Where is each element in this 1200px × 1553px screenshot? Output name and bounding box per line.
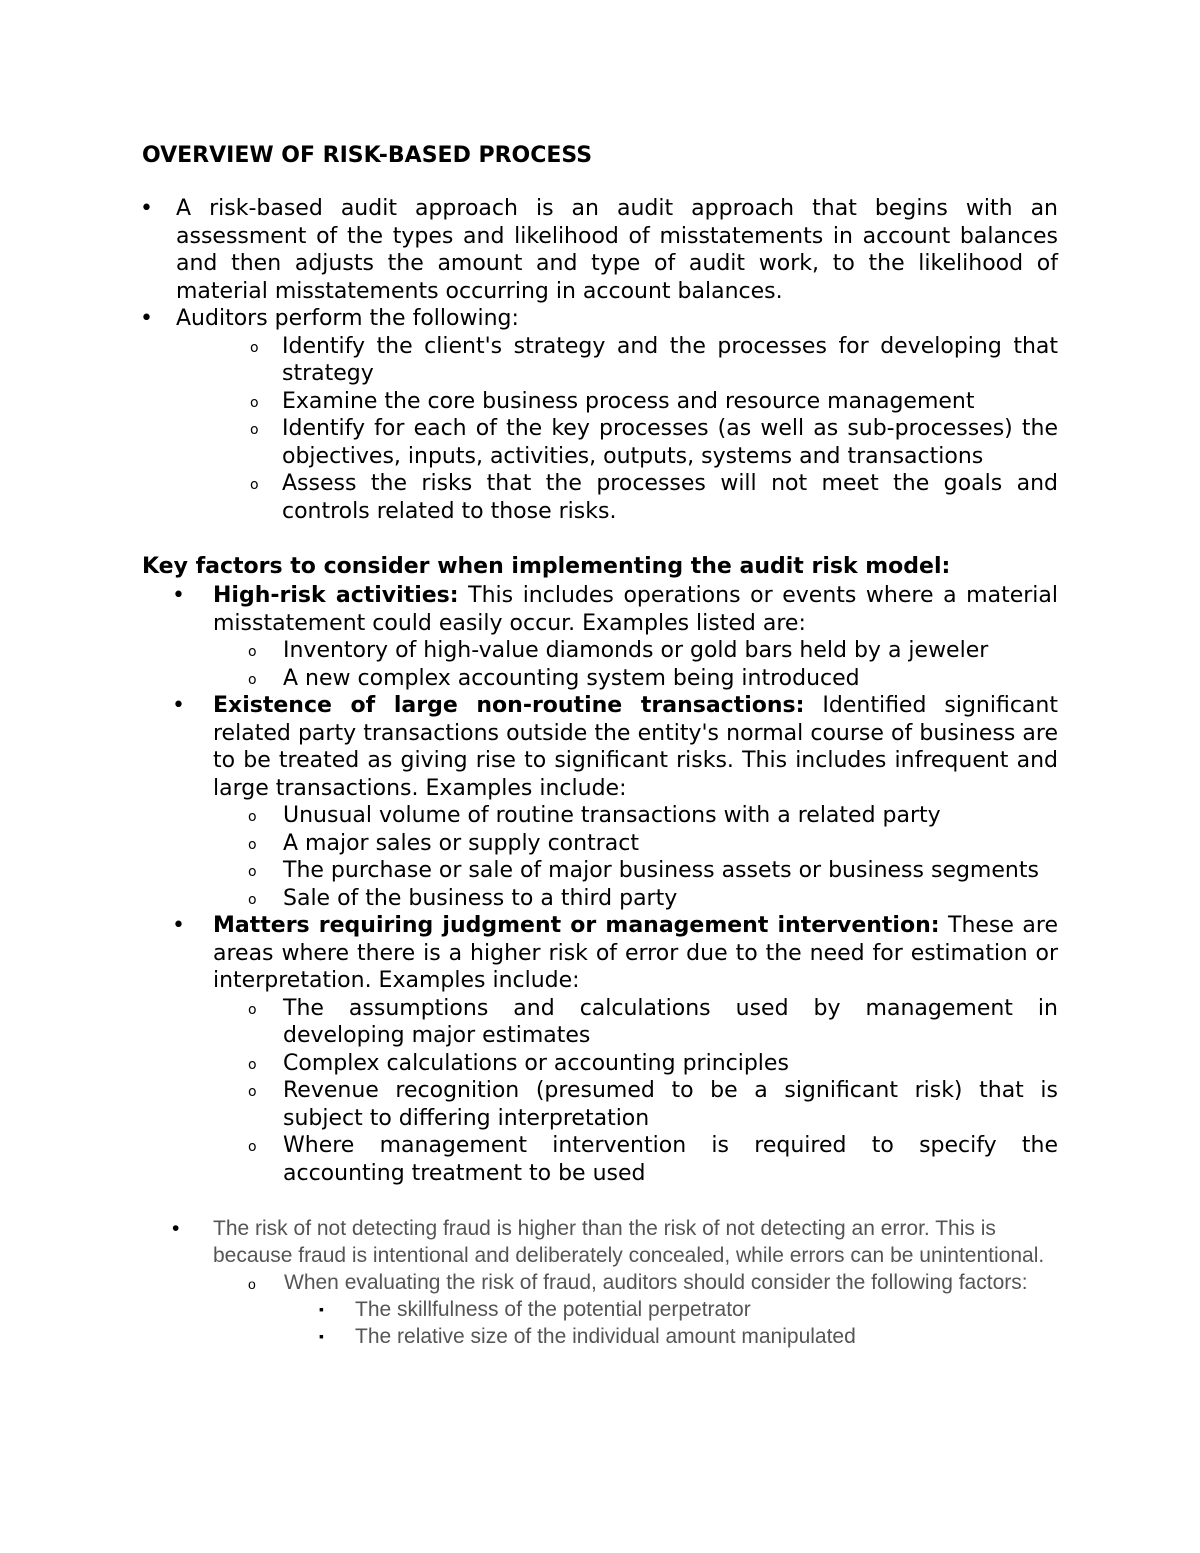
- list-item-text: Examine the core business process and resource management: [282, 388, 975, 414]
- circle-bullet-icon: o: [250, 339, 259, 356]
- list-item-text: When evaluating the risk of fraud, auditors should consider the following factors:: [284, 1271, 1028, 1294]
- bullet-icon: •: [172, 693, 185, 718]
- list-item: [142, 912, 1058, 1187]
- circle-bullet-icon: o: [248, 1139, 257, 1155]
- list-item: [213, 995, 1058, 1050]
- list-item: [284, 1296, 1058, 1323]
- circle-bullet-icon: o: [248, 1084, 257, 1100]
- list-item-text: Where management intervention is required to specify the accounting treatment to be used: [283, 1133, 1058, 1186]
- list-item-text: The risk of not detecting fraud is higher than the risk of not detecting an error. This is because fraud is intentional and deliberately concealed, while errors can be unintentional.: [213, 1217, 1045, 1267]
- circle-bullet-icon: o: [250, 422, 259, 438]
- fraud-factors-list: [284, 1296, 1058, 1350]
- list-item-text: The relative size of the individual amount manipulated: [355, 1325, 856, 1348]
- list-item: [142, 305, 1058, 525]
- bullet-icon: •: [140, 196, 153, 221]
- factor-label: High-risk activities:: [213, 583, 459, 608]
- square-bullet-icon: ▪: [319, 1301, 324, 1317]
- list-item-text: The skillfulness of the potential perpetrator: [355, 1298, 751, 1321]
- list-item-text: Assess the risks that the processes will not meet the goals and controls related to those risks.: [282, 471, 1058, 524]
- list-item: [213, 1050, 1058, 1078]
- list-item: [248, 470, 1058, 525]
- circle-bullet-icon: o: [248, 644, 257, 660]
- list-item: [213, 1077, 1058, 1132]
- list-item: [213, 830, 1058, 858]
- circle-bullet-icon: o: [248, 1276, 256, 1292]
- list-item-text: Identify for each of the key processes (as well as sub-processes) the objectives, inputs, activities, outputs, systems and transactions: [282, 416, 1058, 469]
- list-item-text: A new complex accounting system being introduced: [283, 665, 860, 691]
- list-item: [213, 1269, 1058, 1350]
- examples-list: [213, 637, 1058, 692]
- section-heading: Key factors to consider when implementing the audit risk model:: [142, 554, 951, 579]
- list-item-text: Unusual volume of routine transactions with a related party: [283, 803, 941, 828]
- list-item: [142, 195, 1058, 305]
- bullet-icon: •: [172, 1217, 180, 1240]
- square-bullet-icon: ▪: [319, 1328, 324, 1344]
- list-item-text: Identify the client's strategy and the processes for developing that strategy: [282, 333, 1058, 386]
- factor-text: These are areas where there is a higher risk of error due to the need for estimation or interpretation. Examples include:: [213, 913, 1058, 993]
- overview-list: [142, 195, 1058, 525]
- list-item-text: Inventory of high-value diamonds or gold bars held by a jeweler: [283, 638, 989, 663]
- circle-bullet-icon: o: [248, 891, 257, 908]
- examples-list: [213, 995, 1058, 1188]
- circle-bullet-icon: o: [250, 394, 259, 411]
- examples-list: [213, 802, 1058, 912]
- list-item: [142, 692, 1058, 912]
- list-item: [284, 1323, 1058, 1350]
- fraud-risk-list: [142, 1215, 1058, 1350]
- circle-bullet-icon: o: [248, 836, 257, 853]
- bullet-icon: •: [140, 306, 153, 331]
- list-item: [142, 1215, 1058, 1350]
- list-item: [213, 802, 1058, 830]
- factor-label: Matters requiring judgment or management intervention:: [213, 913, 940, 938]
- list-item: [248, 388, 1058, 416]
- list-item-text: Sale of the business to a third party: [283, 885, 678, 911]
- list-item-text: Complex calculations or accounting principles: [283, 1050, 789, 1076]
- page-title: OVERVIEW OF RISK-BASED PROCESS: [142, 143, 593, 168]
- bullet-icon: •: [172, 583, 185, 608]
- list-item: [142, 582, 1058, 692]
- auditor-steps-list: [248, 333, 1058, 526]
- key-factors-list: [142, 582, 1058, 1187]
- factor-text: Identified significant related party transactions outside the entity's normal course of business are to be treated as giving rise to significant risks. This includes infrequent and large transactions. Examples include:: [213, 693, 1058, 801]
- list-item: [213, 637, 1058, 665]
- fraud-sub-list: [213, 1269, 1058, 1350]
- circle-bullet-icon: o: [248, 1056, 257, 1073]
- circle-bullet-icon: o: [248, 809, 257, 825]
- list-item: [248, 415, 1058, 470]
- list-item: [213, 885, 1058, 913]
- list-item: [248, 333, 1058, 388]
- list-item-text: Revenue recognition (presumed to be a significant risk) that is subject to differing interpretation: [283, 1078, 1058, 1131]
- list-item: [213, 665, 1058, 693]
- circle-bullet-icon: o: [248, 1001, 257, 1018]
- circle-bullet-icon: o: [250, 477, 259, 493]
- circle-bullet-icon: o: [248, 864, 257, 880]
- list-item: [213, 857, 1058, 885]
- list-item-text: A risk-based audit approach is an audit approach that begins with an assessment of the types and likelihood of misstatements in account balances and then adjusts the amount and type of audit work, to the likelihood of material misstatements occurring in account balances.: [176, 196, 1058, 304]
- list-item-text: Auditors perform the following:: [176, 306, 519, 331]
- list-item-text: The purchase or sale of major business assets or business segments: [283, 858, 1039, 883]
- bullet-icon: •: [172, 913, 185, 938]
- list-item: [213, 1132, 1058, 1187]
- list-item-text: The assumptions and calculations used by management in developing major estimates: [283, 995, 1058, 1048]
- list-item-text: A major sales or supply contract: [283, 830, 639, 856]
- factor-text: This includes operations or events where a material misstatement could easily occur. Examples listed are:: [213, 583, 1058, 636]
- factor-label: Existence of large non-routine transactions:: [213, 693, 805, 718]
- circle-bullet-icon: o: [248, 671, 257, 688]
